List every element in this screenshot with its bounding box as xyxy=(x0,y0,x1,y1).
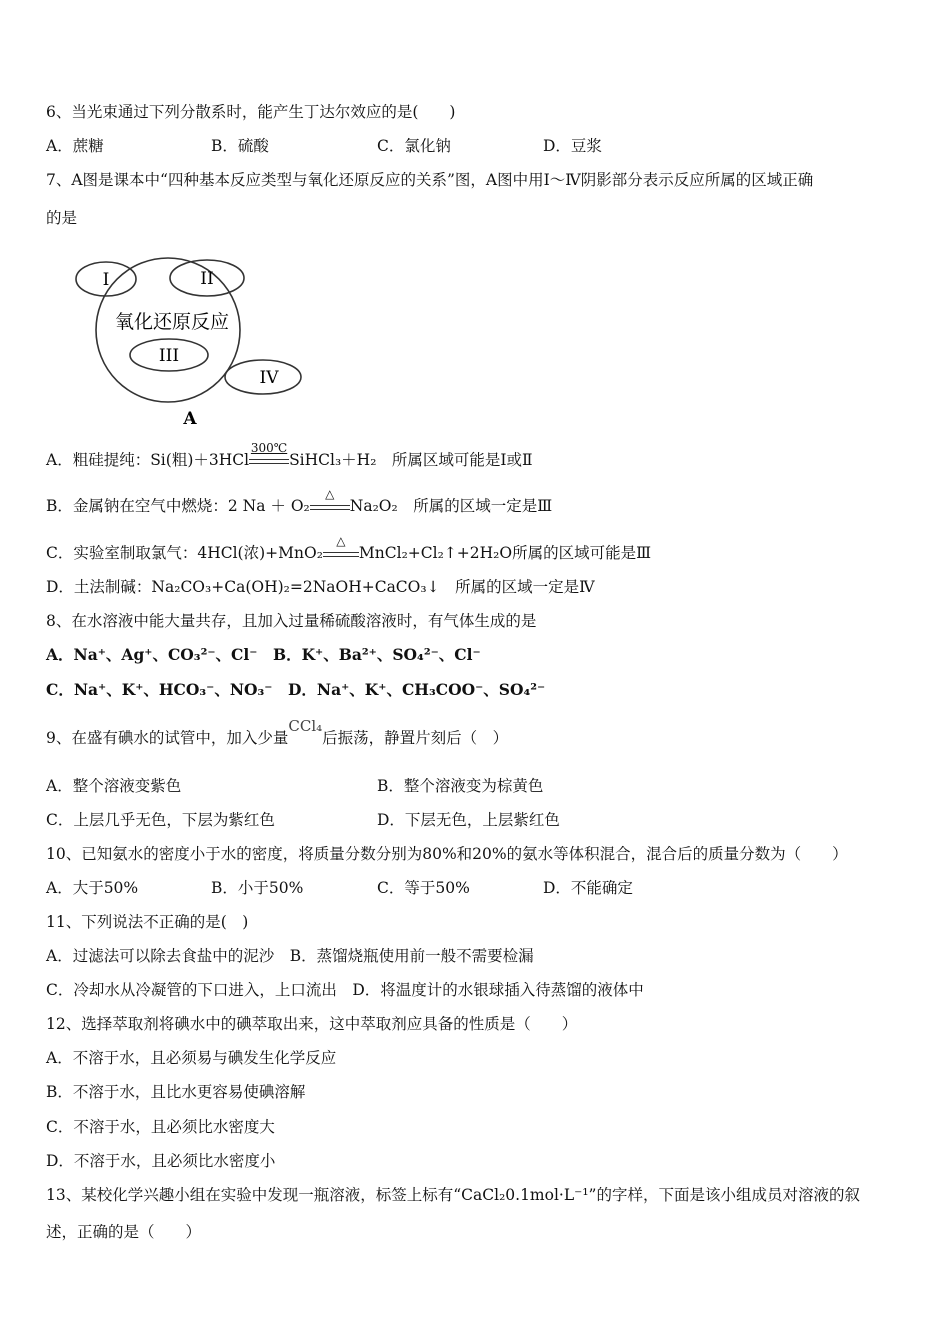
q7-stem-line1: 7、A图是课本中“四种基本反应类型与氧化还原反应的关系”图，A图中用Ⅰ～Ⅳ阴影部分表示反应所属的区域正确 xyxy=(46,171,814,189)
q6-option-d: D．豆浆 xyxy=(543,137,602,155)
q7-b-condition: △ xyxy=(325,487,335,501)
venn-label-3: III xyxy=(158,346,180,366)
q7-b-post: Na₂O₂ 所属的区域一定是Ⅲ xyxy=(349,497,553,515)
q11-options-cd: C．冷却水从冷凝管的下口进入，上口流出 D．将温度计的水银球插入待蒸馏的液体中 xyxy=(46,981,644,999)
q7-c-condition: △ xyxy=(336,534,346,548)
q7-option-a xyxy=(46,441,533,470)
venn-caption: A xyxy=(183,409,197,428)
q12-stem: 12、选择萃取剂将碘水中的碘萃取出来，这中萃取剂应具备的性质是（ ） xyxy=(46,1015,578,1033)
q12-option-a: A．不溶于水，且必须易与碘发生化学反应 xyxy=(46,1049,337,1067)
q10-option-c: C．等于50% xyxy=(377,879,470,897)
q10-option-b: B．小于50% xyxy=(211,879,304,897)
q12-option-b: B．不溶于水，且比水更容易使碘溶解 xyxy=(46,1083,306,1101)
q7-option-c xyxy=(46,534,652,563)
q9-stem-pre: 9、在盛有碘水的试管中，加入少量 xyxy=(46,729,289,747)
q7-c-pre: C．实验室制取氯气：4HCl(浓)+MnO₂ xyxy=(46,544,323,562)
q7-option-b xyxy=(46,487,553,516)
q6-stem: 6、当光束通过下列分散系时，能产生丁达尔效应的是( ) xyxy=(46,103,456,121)
q12-option-d: D．不溶于水，且必须比水密度小 xyxy=(46,1152,276,1170)
q12-option-c: C．不溶于水，且必须比水密度大 xyxy=(46,1118,275,1136)
venn-center-label: 氧化还原反应 xyxy=(114,311,230,333)
q7-b-arrow xyxy=(310,487,350,516)
q6-option-c: C．氯化钠 xyxy=(377,137,451,155)
q9-ccl4: CCl₄ xyxy=(288,717,323,735)
q9-option-c: C．上层几乎无色，下层为紫红色 xyxy=(46,811,275,829)
q10-option-d: D．不能确定 xyxy=(543,879,633,897)
q7-b-pre: B．金属钠在空气中燃烧：2 Na ＋ O₂ xyxy=(46,497,310,515)
venn-label-2: II xyxy=(200,269,214,289)
q7-c-arrow xyxy=(323,534,359,563)
q8-stem: 8、在水溶液中能大量共存，且加入过量稀硫酸溶液时，有气体生成的是 xyxy=(46,612,537,630)
venn-label-1: I xyxy=(102,270,110,290)
q10-option-a: A．大于50% xyxy=(46,879,139,897)
q7-a-arrow xyxy=(249,441,289,470)
q6-option-b: B．硫酸 xyxy=(211,137,269,155)
q9-stem-post: 后振荡，静置片刻后（ ） xyxy=(322,729,509,747)
q7-c-post: MnCl₂+Cl₂↑+2H₂O所属的区域可能是Ⅲ xyxy=(358,544,652,562)
q9-option-b: B．整个溶液变为棕黄色 xyxy=(377,777,544,795)
q11-stem: 11、下列说法不正确的是( ) xyxy=(46,913,249,931)
venn-label-4: IV xyxy=(259,368,279,388)
q8-options-ab: A．Na⁺、Ag⁺、CO₃²⁻、Cl⁻ B．K⁺、Ba²⁺、SO₄²⁻、Cl⁻ xyxy=(46,645,481,664)
q7-a-condition: 300℃ xyxy=(250,441,288,455)
q13-stem-line2: 述，正确的是（ ） xyxy=(46,1223,202,1241)
q7-a-pre: A．粗硅提纯：Si(粗)＋3HCl xyxy=(46,451,250,469)
q7-venn-diagram xyxy=(70,248,320,428)
q11-options-ab: A．过滤法可以除去食盐中的泥沙 B．蒸馏烧瓶使用前一般不需要检漏 xyxy=(46,947,534,965)
q6-option-a: A．蔗糖 xyxy=(46,137,104,155)
q10-stem: 10、已知氨水的密度小于水的密度，将质量分数分别为80%和20%的氨水等体积混合，混合后的质量分数为（ ） xyxy=(46,845,848,863)
q7-stem-line2: 的是 xyxy=(46,209,78,227)
q13-stem-line1: 13、某校化学兴趣小组在实验中发现一瓶溶液，标签上标有“CaCl₂0.1mol·L⁻¹”的字样，下面是该小组成员对溶液的叙 xyxy=(46,1186,860,1204)
q9-option-d: D．下层无色，上层紫红色 xyxy=(377,811,560,829)
q9-option-a: A．整个溶液变紫色 xyxy=(46,777,182,795)
q8-options-cd: C．Na⁺、K⁺、HCO₃⁻、NO₃⁻ D．Na⁺、K⁺、CH₃COO⁻、SO₄²⁻ xyxy=(46,680,546,699)
q9-stem xyxy=(46,717,509,748)
q7-option-d: D．土法制碱：Na₂CO₃+Ca(OH)₂=2NaOH+CaCO₃↓ 所属的区域一定是Ⅳ xyxy=(46,578,595,596)
q7-a-post: SiHCl₃＋H₂ 所属区域可能是Ⅰ或Ⅱ xyxy=(289,451,533,469)
